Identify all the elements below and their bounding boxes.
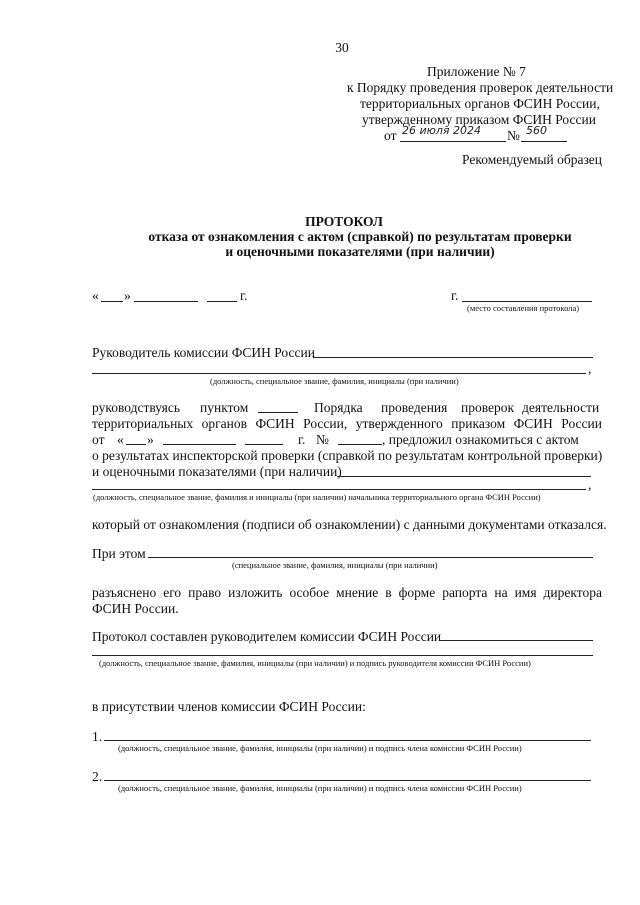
p1-point-line: [258, 412, 298, 413]
p1-quote-open: «: [117, 432, 124, 447]
appendix-line4: утвержденному приказом ФСИН России: [362, 112, 596, 127]
explained-line-2: ФСИН России.: [92, 601, 179, 616]
date-month-line: [134, 301, 198, 302]
p1-line-4: о результатах инспекторской проверки (справкой по результатам контрольной проверки): [92, 448, 603, 463]
place-prefix: г.: [451, 288, 459, 303]
p1-line-3-tail: , предложил ознакомиться с актом: [382, 432, 579, 447]
pri-etom-label: При этом: [92, 546, 146, 561]
rank-hint: (специальное звание, фамилия, инициалы (при наличии): [232, 560, 438, 570]
p1-word-6: деятельности: [522, 400, 600, 415]
p1-line-6-field: [92, 489, 586, 490]
appendix-number-underline: [521, 141, 567, 142]
member-1-number: 1.: [92, 729, 103, 744]
presence-text: в присутствии членов комиссии ФСИН России:: [92, 699, 366, 714]
p1-word-4: проведения: [381, 400, 448, 415]
p1-month-line: [163, 444, 236, 445]
p1-word-3: Порядка: [314, 400, 363, 415]
head-comma: ,: [588, 361, 592, 376]
place-line: [462, 301, 592, 302]
head-sign-hint: (должность, специальное звание, фамилия, инициалы (при наличии) и подпись руководителя комиссии ФСИН России): [99, 658, 531, 668]
member-1-line: [104, 740, 591, 741]
protocol-subtitle-1: отказа от ознакомления с актом (справкой) по результатам проверки: [148, 229, 572, 244]
p1-line-2: территориальных органов ФСИН России, утвержденного приказом ФСИН России: [92, 416, 602, 431]
composed-line: [440, 640, 593, 641]
member-2-number: 2.: [92, 769, 103, 784]
composed-text: Протокол составлен руководителем комиссии ФСИН России: [92, 629, 442, 644]
recommended-sample: Рекомендуемый образец: [462, 152, 603, 167]
head-label: Руководитель комиссии ФСИН России: [92, 345, 315, 360]
protocol-title: ПРОТОКОЛ: [305, 214, 383, 229]
appendix-number-prefix: №: [507, 128, 520, 143]
p1-comma: ,: [588, 477, 592, 492]
head-line: [313, 357, 593, 358]
p1-g: г.: [298, 432, 306, 447]
explained-line-1: разъяснено его право изложить особое мнение в форме рапорта на имя директора: [92, 585, 602, 600]
p1-quote-close: »: [147, 432, 154, 447]
pri-etom-line: [148, 557, 593, 558]
appendix-date-prefix: от: [384, 128, 397, 143]
date-year-line: [207, 301, 237, 302]
head-hint: (должность, специальное звание, фамилия, инициалы (при наличии): [210, 376, 459, 386]
p1-word-1: руководствуясь: [92, 400, 181, 415]
date-close-quote: »: [124, 288, 131, 303]
head-line-2: [92, 373, 586, 374]
page-number: 30: [335, 40, 349, 55]
p1-line-5: и оценочными показателями (при наличии): [92, 464, 342, 479]
p1-num-sign: №: [316, 432, 329, 447]
p1-day-line: [126, 444, 146, 445]
territorial-hint: (должность, специальное звание, фамилия и инициалы (при наличии) начальника территориального органа ФСИН России): [93, 492, 541, 502]
member-1-hint: (должность, специальное звание, фамилия, инициалы (при наличии) и подпись члена комиссии ФСИН России): [118, 743, 522, 753]
appendix-number-handwritten: 560: [526, 124, 547, 137]
appendix-date-underline: [400, 141, 506, 142]
date-open-quote: «: [92, 288, 99, 303]
p1-line-5-field: [337, 476, 591, 477]
p1-word-5: проверок: [461, 400, 515, 415]
p1-ot: от: [92, 432, 105, 447]
p1-word-2: пунктом: [200, 400, 249, 415]
p1-year-line: [245, 444, 283, 445]
appendix-title: Приложение № 7: [427, 64, 526, 79]
refused-text: который от ознакомления (подписи об ознакомлении) с данными документами отказался.: [92, 517, 607, 532]
place-hint: (место составления протокола): [467, 303, 580, 313]
appendix-line3: территориальных органов ФСИН России,: [360, 96, 600, 111]
protocol-subtitle-2: и оценочными показателями (при наличии): [225, 244, 495, 259]
member-2-hint: (должность, специальное звание, фамилия, инициалы (при наличии) и подпись члена комиссии ФСИН России): [118, 783, 522, 793]
date-year-suffix: г.: [240, 288, 248, 303]
composed-line-2: [92, 655, 593, 656]
appendix-date-handwritten: 26 июля 2024: [402, 124, 482, 137]
p1-num-line: [338, 444, 382, 445]
appendix-line2: к Порядку проведения проверок деятельности: [347, 80, 614, 95]
date-day-line: [101, 301, 123, 302]
member-2-line: [104, 780, 591, 781]
